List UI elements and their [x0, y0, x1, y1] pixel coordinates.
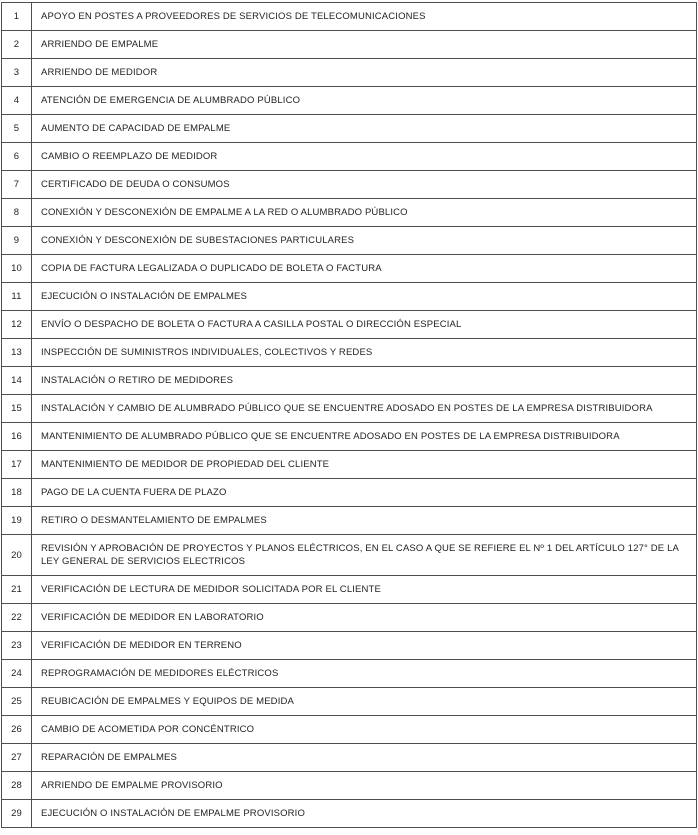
service-description: INSPECCIÓN DE SUMINISTROS INDIVIDUALES, COLECTIVOS Y REDES [32, 339, 697, 367]
table-row [2, 451, 697, 479]
row-number: 29 [2, 800, 32, 828]
table-row [2, 535, 697, 576]
service-description: RETIRO O DESMANTELAMIENTO DE EMPALMES [32, 507, 697, 535]
service-description: ENVÍO O DESPACHO DE BOLETA O FACTURA A CASILLA POSTAL O DIRECCIÓN ESPECIAL [32, 311, 697, 339]
service-description: AUMENTO DE CAPACIDAD DE EMPALME [32, 115, 697, 143]
row-number: 18 [2, 479, 32, 507]
table-row [2, 395, 697, 423]
row-number: 23 [2, 632, 32, 660]
service-description: ATENCIÓN DE EMERGENCIA DE ALUMBRADO PÚBLICO [32, 87, 697, 115]
table-row [2, 283, 697, 311]
service-description: EJECUCIÓN O INSTALACIÓN DE EMPALMES [32, 283, 697, 311]
service-description: CONEXIÓN Y DESCONEXIÓN DE EMPALME A LA RED O ALUMBRADO PÚBLICO [32, 199, 697, 227]
row-number: 14 [2, 367, 32, 395]
table-row [2, 507, 697, 535]
service-description: ARRIENDO DE EMPALME PROVISORIO [32, 772, 697, 800]
table-row [2, 367, 697, 395]
table-row [2, 716, 697, 744]
service-description: REVISIÓN Y APROBACIÓN DE PROYECTOS Y PLANOS ELÉCTRICOS, EN EL CASO A QUE SE REFIERE EL Nº 1 DEL ARTÍCULO 127° DE LA LEY GENERAL DE SERVICIOS ELECTRICOS [32, 535, 697, 576]
table-row [2, 311, 697, 339]
table-row [2, 660, 697, 688]
service-description: INSTALACIÓN O RETIRO DE MEDIDORES [32, 367, 697, 395]
service-description: APOYO EN POSTES A PROVEEDORES DE SERVICIOS DE TELECOMUNICACIONES [32, 3, 697, 31]
row-number: 17 [2, 451, 32, 479]
table-row [2, 479, 697, 507]
table-row [2, 143, 697, 171]
table-row [2, 227, 697, 255]
service-description: VERIFICACIÓN DE MEDIDOR EN LABORATORIO [32, 604, 697, 632]
services-table [1, 2, 697, 828]
row-number: 1 [2, 3, 32, 31]
table-row [2, 339, 697, 367]
row-number: 2 [2, 31, 32, 59]
service-description: REUBICACIÓN DE EMPALMES Y EQUIPOS DE MEDIDA [32, 688, 697, 716]
row-number: 8 [2, 199, 32, 227]
table-row [2, 255, 697, 283]
row-number: 27 [2, 744, 32, 772]
service-description: VERIFICACIÓN DE LECTURA DE MEDIDOR SOLICITADA POR EL CLIENTE [32, 576, 697, 604]
row-number: 6 [2, 143, 32, 171]
row-number: 21 [2, 576, 32, 604]
service-description: REPROGRAMACIÓN DE MEDIDORES ELÉCTRICOS [32, 660, 697, 688]
row-number: 24 [2, 660, 32, 688]
row-number: 28 [2, 772, 32, 800]
row-number: 25 [2, 688, 32, 716]
table-row [2, 576, 697, 604]
table-row [2, 87, 697, 115]
row-number: 10 [2, 255, 32, 283]
row-number: 12 [2, 311, 32, 339]
row-number: 20 [2, 535, 32, 576]
service-description: ARRIENDO DE EMPALME [32, 31, 697, 59]
service-description: ARRIENDO DE MEDIDOR [32, 59, 697, 87]
service-description: CONEXIÓN Y DESCONEXIÓN DE SUBESTACIONES PARTICULARES [32, 227, 697, 255]
service-description: CAMBIO O REEMPLAZO DE MEDIDOR [32, 143, 697, 171]
table-row [2, 800, 697, 828]
table-row [2, 423, 697, 451]
row-number: 5 [2, 115, 32, 143]
service-description: MANTENIMIENTO DE MEDIDOR DE PROPIEDAD DEL CLIENTE [32, 451, 697, 479]
row-number: 26 [2, 716, 32, 744]
service-description: EJECUCIÓN O INSTALACIÓN DE EMPALME PROVISORIO [32, 800, 697, 828]
row-number: 19 [2, 507, 32, 535]
table-row [2, 31, 697, 59]
service-description: INSTALACIÓN Y CAMBIO DE ALUMBRADO PÚBLICO QUE SE ENCUENTRE ADOSADO EN POSTES DE LA EMPRESA DISTRIBUIDORA [32, 395, 697, 423]
row-number: 16 [2, 423, 32, 451]
table-row [2, 3, 697, 31]
service-description: CERTIFICADO DE DEUDA O CONSUMOS [32, 171, 697, 199]
table-row [2, 59, 697, 87]
service-description: VERIFICACIÓN DE MEDIDOR EN TERRENO [32, 632, 697, 660]
table-row [2, 632, 697, 660]
table-row [2, 744, 697, 772]
service-description: REPARACIÓN DE EMPALMES [32, 744, 697, 772]
row-number: 22 [2, 604, 32, 632]
table-row [2, 688, 697, 716]
service-description: COPIA DE FACTURA LEGALIZADA O DUPLICADO DE BOLETA O FACTURA [32, 255, 697, 283]
row-number: 9 [2, 227, 32, 255]
row-number: 13 [2, 339, 32, 367]
row-number: 4 [2, 87, 32, 115]
row-number: 7 [2, 171, 32, 199]
service-description: PAGO DE LA CUENTA FUERA DE PLAZO [32, 479, 697, 507]
services-table-body [2, 3, 697, 828]
table-row [2, 604, 697, 632]
service-description: CAMBIO DE ACOMETIDA POR CONCÉNTRICO [32, 716, 697, 744]
service-description: MANTENIMIENTO DE ALUMBRADO PÚBLICO QUE SE ENCUENTRE ADOSADO EN POSTES DE LA EMPRESA DISTRIBUIDORA [32, 423, 697, 451]
table-row [2, 115, 697, 143]
row-number: 15 [2, 395, 32, 423]
row-number: 11 [2, 283, 32, 311]
row-number: 3 [2, 59, 32, 87]
table-row [2, 199, 697, 227]
table-row [2, 171, 697, 199]
table-row [2, 772, 697, 800]
